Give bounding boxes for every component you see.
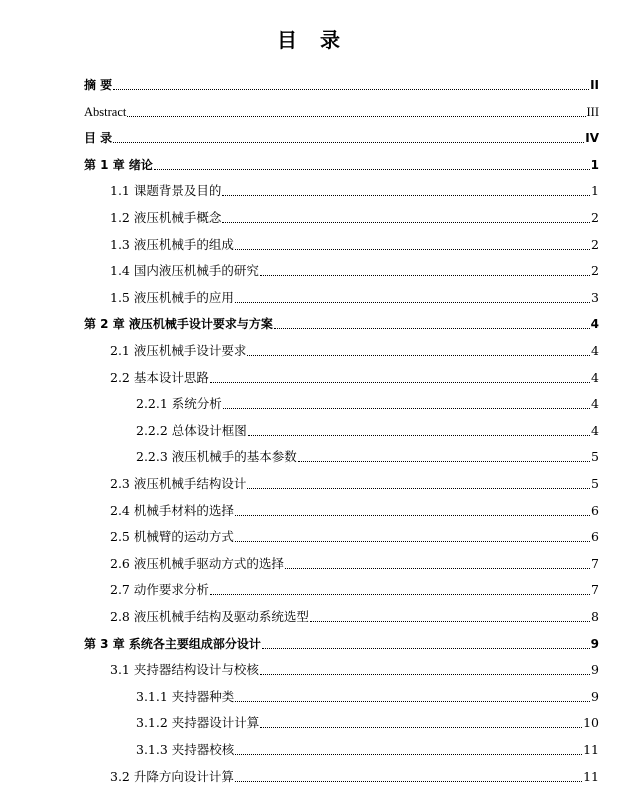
toc-entry-page-number: 2 (591, 263, 599, 279)
toc-entry[interactable] (0, 764, 625, 784)
toc-entry[interactable] (0, 99, 625, 119)
toc-entry-label: 1.2 液压机械手概念 (110, 210, 222, 225)
toc-entry[interactable] (0, 498, 625, 518)
toc-entry-page-number: 6 (591, 502, 599, 518)
toc-entry-label: Abstract (84, 104, 127, 119)
toc-entry[interactable] (0, 258, 625, 278)
dot-leader (235, 512, 590, 516)
toc-entry-label: 2.2 基本设计思路 (110, 369, 209, 385)
toc-entry-page-number: 6 (591, 529, 599, 545)
toc-entry[interactable] (0, 72, 625, 92)
toc-entry-page-number: 9 (591, 662, 599, 678)
toc-entry-label: 2.8 液压机械手结构及驱动系统选型 (110, 609, 309, 624)
toc-entry-label: 2.7 动作要求分析 (110, 582, 209, 598)
toc-entry[interactable] (0, 338, 625, 358)
toc-entry-page-number: 3 (591, 289, 599, 305)
toc-entry-page-number: IV (585, 131, 599, 146)
toc-entry[interactable] (0, 125, 625, 145)
toc-entry[interactable] (0, 710, 625, 730)
toc-entry-page-number: 1 (590, 157, 599, 172)
dot-leader (260, 724, 582, 728)
toc-entry-label: 2.2.1 系统分析 (136, 396, 222, 412)
toc-entry[interactable] (0, 205, 625, 225)
toc-entry[interactable] (0, 631, 625, 651)
toc-entry[interactable] (0, 444, 625, 464)
toc-entry-label: 2.1 液压机械手设计要求 (110, 343, 247, 358)
toc-entry[interactable] (0, 577, 625, 597)
dot-leader (247, 352, 590, 356)
toc-entry-page-number: 2 (591, 210, 599, 225)
toc-entry-label: 1.1 课题背景及目的 (110, 183, 222, 199)
dot-leader (298, 458, 590, 462)
toc-entry-label: 1.5 液压机械手的应用 (110, 289, 234, 305)
toc-entry-label: 摘 要 (84, 78, 113, 92)
toc-entry-page-number: 2 (591, 236, 599, 252)
dot-leader (260, 272, 590, 276)
toc-entry-page-number: III (586, 104, 599, 119)
toc-entry-page-number: 8 (591, 609, 599, 624)
toc-entry[interactable] (0, 365, 625, 385)
toc-entry-page-number: 4 (590, 317, 599, 332)
toc-entry[interactable] (0, 391, 625, 411)
toc-entry-page-number: 4 (591, 369, 599, 385)
dot-leader (222, 219, 590, 223)
toc-entry-label: 3.1.1 夹持器种类 (136, 688, 235, 704)
toc-entry[interactable] (0, 684, 625, 704)
toc-entry-label: 第 3 章 系统各主要组成部分设计 (84, 636, 261, 651)
toc-entry-label: 目 录 (84, 131, 113, 146)
toc-entry-page-number: 7 (591, 555, 599, 571)
dot-leader (235, 751, 582, 755)
toc-entry[interactable] (0, 418, 625, 438)
toc-entry-label: 第 2 章 液压机械手设计要求与方案 (84, 317, 273, 332)
toc-entry-label: 2.5 机械臂的运动方式 (110, 529, 234, 545)
toc-entry-page-number: 5 (591, 449, 599, 465)
toc-entry-label: 2.2.2 总体设计框图 (136, 422, 247, 438)
dot-leader (260, 671, 590, 675)
dot-leader (235, 538, 590, 542)
toc-entry-page-number: 9 (590, 636, 599, 651)
dot-leader (310, 618, 590, 622)
toc-entry-label: 2.3 液压机械手结构设计 (110, 476, 247, 491)
dot-leader (222, 192, 590, 196)
toc-entry[interactable] (0, 232, 625, 252)
dot-leader (285, 565, 590, 569)
toc-entry[interactable] (0, 152, 625, 172)
toc-entry-page-number: 11 (583, 768, 599, 784)
toc-entry-page-number: 5 (591, 476, 599, 491)
toc-entry-label: 3.1 夹持器结构设计与校核 (110, 662, 259, 678)
toc-entry-label: 1.3 液压机械手的组成 (110, 236, 234, 252)
toc-entry[interactable] (0, 471, 625, 491)
toc-entry-label: 3.2 升降方向设计计算 (110, 768, 234, 784)
toc-entry-page-number: 9 (591, 688, 599, 704)
toc-entry[interactable] (0, 657, 625, 677)
toc-entry-label: 2.2.3 液压机械手的基本参数 (136, 449, 297, 465)
toc-entry[interactable] (0, 285, 625, 305)
toc-entry-page-number: II (590, 78, 599, 92)
dot-leader (248, 432, 590, 436)
dot-leader (127, 113, 585, 117)
toc-entry[interactable] (0, 737, 625, 757)
dot-leader (247, 485, 590, 489)
dot-leader (154, 166, 590, 170)
toc-entry[interactable] (0, 524, 625, 544)
toc-entry[interactable] (0, 178, 625, 198)
dot-leader (235, 299, 590, 303)
toc-entry-page-number: 4 (591, 396, 599, 412)
dot-leader (210, 591, 590, 595)
toc-entry-page-number: 10 (583, 715, 599, 731)
dot-leader (113, 139, 584, 143)
toc-entry[interactable] (0, 551, 625, 571)
toc-entry-page-number: 4 (591, 422, 599, 438)
toc-entry-label: 1.4 国内液压机械手的研究 (110, 263, 259, 279)
dot-leader (235, 246, 590, 250)
toc-entry-label: 3.1.3 夹持器校核 (136, 742, 235, 757)
toc-entry-label: 第 1 章 绪论 (84, 157, 153, 172)
toc-entry-label: 2.6 液压机械手驱动方式的选择 (110, 555, 284, 571)
dot-leader (210, 379, 590, 383)
toc-entry-page-number: 7 (591, 582, 599, 598)
toc-entry-label: 2.4 机械手材料的选择 (110, 502, 234, 518)
dot-leader (262, 645, 590, 649)
toc-entry-label: 3.1.2 夹持器设计计算 (136, 715, 260, 731)
dot-leader (223, 405, 590, 409)
toc-entry[interactable] (0, 604, 625, 624)
toc-entry-page-number: 4 (591, 343, 599, 358)
dot-leader (113, 86, 589, 90)
toc-entry[interactable] (0, 311, 625, 331)
dot-leader (235, 778, 582, 782)
toc-entry-page-number: 1 (591, 183, 599, 199)
dot-leader (235, 698, 590, 702)
dot-leader (274, 325, 590, 329)
page-title: 目 录 (277, 28, 348, 52)
toc-entry-page-number: 11 (583, 742, 599, 757)
